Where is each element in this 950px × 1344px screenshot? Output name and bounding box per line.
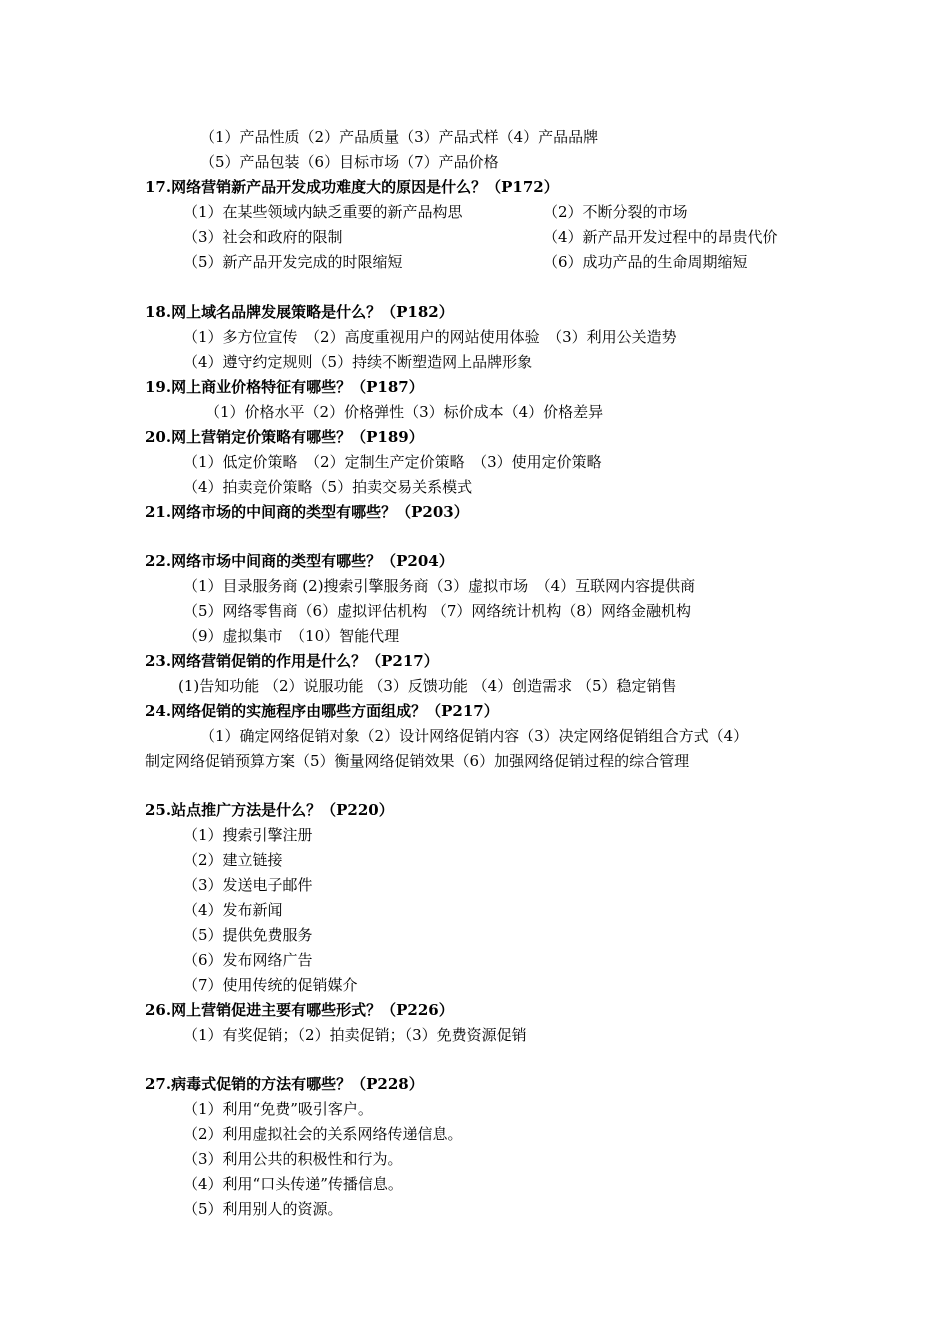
text-line: （6）发布网络广告 — [183, 951, 313, 969]
text-line: （5）产品包装（6）目标市场（7）产品价格 — [200, 153, 499, 171]
text-line: （1）在某些领域内缺乏重要的新产品构思 — [183, 203, 463, 221]
text-line: （1）确定网络促销对象（2）设计网络促销内容（3）决定网络促销组合方式（4） — [200, 727, 749, 745]
text-line: （3）利用公共的积极性和行为。 — [183, 1150, 403, 1168]
text-line: （5）利用别人的资源。 — [183, 1200, 343, 1218]
text-line: （4）新产品开发过程中的昂贵代价 — [543, 228, 778, 246]
text-line: （1）搜索引擎注册 — [183, 826, 313, 844]
text-line: （5）网络零售商（6）虚拟评估机构 （7）网络统计机构（8）网络金融机构 — [183, 602, 691, 620]
text-line: （1）目录服务商 (2)搜索引擎服务商（3）虚拟市场 （4）互联网内容提供商 — [183, 577, 696, 595]
text-line: （4）发布新闻 — [183, 901, 283, 919]
text-line: （1）价格水平（2）价格弹性（3）标价成本（4）价格差异 — [205, 403, 604, 421]
text-line: （1）有奖促销；（2）拍卖促销；（3）免费资源促销 — [183, 1026, 527, 1044]
text-line: （1）多方位宣传 （2）高度重视用户的网站使用体验 （3）利用公关造势 — [183, 328, 677, 346]
text-line: 制定网络促销预算方案（5）衡量网络促销效果（6）加强网络促销过程的综合管理 — [145, 752, 690, 770]
question-heading: 17.网络营销新产品开发成功难度大的原因是什么？（P172） — [145, 178, 559, 196]
text-line: （1）产品性质（2）产品质量（3）产品式样（4）产品品牌 — [200, 128, 599, 146]
text-line: （5）新产品开发完成的时限缩短 — [183, 253, 403, 271]
text-line: （1）利用“免费”吸引客户。 — [183, 1100, 373, 1118]
question-heading: 23.网络营销促销的作用是什么？（P217） — [145, 652, 439, 670]
question-heading: 22.网络市场中间商的类型有哪些？（P204） — [145, 552, 454, 570]
text-line: （3）发送电子邮件 — [183, 876, 313, 894]
text-line: （2）利用虚拟社会的关系网络传递信息。 — [183, 1125, 463, 1143]
text-line: （1）低定价策略 （2）定制生产定价策略 （3）使用定价策略 — [183, 453, 602, 471]
text-line: （4）拍卖竞价策略（5）拍卖交易关系模式 — [183, 478, 473, 496]
question-heading: 24.网络促销的实施程序由哪些方面组成？（P217） — [145, 702, 499, 720]
question-heading: 25.站点推广方法是什么？（P220） — [145, 801, 394, 819]
question-heading: 20.网上营销定价策略有哪些？（P189） — [145, 428, 424, 446]
text-line: （4）遵守约定规则（5）持续不断塑造网上品牌形象 — [183, 353, 533, 371]
text-line: （4）利用“口头传递”传播信息。 — [183, 1175, 403, 1193]
text-line: （3）社会和政府的限制 — [183, 228, 343, 246]
text-line: （6）成功产品的生命周期缩短 — [543, 253, 748, 271]
text-line: （7）使用传统的促销媒介 — [183, 976, 358, 994]
question-heading: 18.网上域名品牌发展策略是什么？（P182） — [145, 303, 454, 321]
text-line: （9）虚拟集市 （10）智能代理 — [183, 627, 400, 645]
question-heading: 21.网络市场的中间商的类型有哪些？（P203） — [145, 503, 469, 521]
text-line: (1)告知功能 （2）说服功能 （3）反馈功能 （4）创造需求 （5）稳定销售 — [178, 677, 677, 695]
text-line: （5）提供免费服务 — [183, 926, 313, 944]
question-heading: 26.网上营销促进主要有哪些形式？（P226） — [145, 1001, 454, 1019]
question-heading: 19.网上商业价格特征有哪些？（P187） — [145, 378, 424, 396]
text-line: （2）不断分裂的市场 — [543, 203, 688, 221]
question-heading: 27.病毒式促销的方法有哪些？（P228） — [145, 1075, 424, 1093]
text-line: （2）建立链接 — [183, 851, 283, 869]
